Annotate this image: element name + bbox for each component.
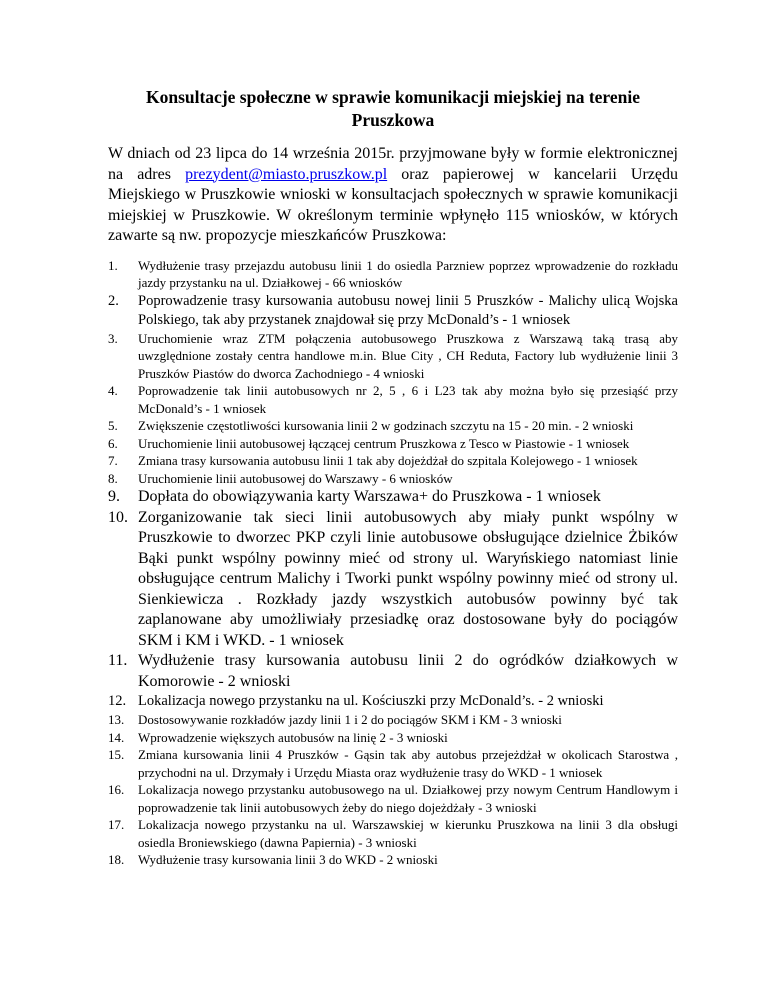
- item-text: Dopłata do obowiązywania karty Warszawa+ do Pruszkowa - 1 wniosek: [138, 488, 601, 505]
- list-item: [108, 651, 678, 692]
- list-item: [108, 470, 678, 488]
- list-item: [108, 746, 678, 781]
- item-number: 6.: [108, 435, 118, 451]
- item-text: Lokalizacja nowego przystanku na ul. Warszawskiej w kierunku Pruszkowa na linii 3 dla obsługi osiedla Broniewskiego (dawna Papiernia) - 3 wnioski: [138, 817, 678, 850]
- email-link[interactable]: prezydent@miasto.pruszkow.pl: [185, 165, 388, 183]
- proposals-list: [108, 257, 678, 869]
- list-item: [108, 435, 678, 453]
- list-item: [108, 487, 678, 508]
- item-number: 8.: [108, 470, 118, 486]
- document-title: Konsultacje społeczne w sprawie komunikacji miejskiej na terenie Pruszkowa: [145, 87, 640, 130]
- item-number: 14.: [108, 729, 125, 745]
- item-text: Poprowadzenie trasy kursowania autobusu nowej linii 5 Pruszków - Malichy ulicą Wojska Polskiego, tak aby przystanek znajdował się przy McDonald’s - 1 wniosek: [138, 292, 678, 328]
- item-text: Lokalizacja nowego przystanku autobusowego na ul. Działkowej przy nowym Centrum Handlowym i poprowadzenie tak linii autobusowych żeby do niego dojeżdżały - 3 wnioski: [138, 782, 678, 815]
- item-number: 10.: [108, 508, 128, 526]
- item-text: Wydłużenie trasy kursowania autobusu linii 2 do ogródków działkowych w Komorowie - 2 wnioski: [138, 652, 678, 690]
- item-number: 16.: [108, 782, 125, 797]
- list-item: [108, 417, 678, 435]
- list-item: [108, 330, 678, 383]
- item-number: 18.: [108, 852, 125, 867]
- item-text: Uruchomienie linii autobusowej łączącej centrum Pruszkowa z Tesco w Piastowie - 1 wniosek: [138, 435, 630, 451]
- list-item: [108, 816, 678, 851]
- item-number: 7.: [108, 453, 118, 468]
- item-number: 15.: [108, 747, 125, 762]
- item-number: 12.: [108, 693, 127, 709]
- list-item: [108, 508, 678, 652]
- item-text: Poprowadzenie tak linii autobusowych nr 2, 5 , 6 i L23 tak aby można było się przesiąść przy McDonald’s - 1 wniosek: [138, 383, 678, 416]
- item-text: Wydłużenie trasy kursowania linii 3 do WKD - 2 wnioski: [138, 852, 438, 867]
- item-text: Zwiększenie częstotliwości kursowania linii 2 w godzinach szczytu na 15 - 20 min. - 2 wnioski: [138, 418, 634, 433]
- intro-text-end: oraz papierowej w kancelarii Urzędu Miejskiego w Pruszkowie wnioski w konsultacjach społecznych w sprawie komunikacji miejskiej w Pruszkowie. W określonym terminie wpłynęło 115 wniosków, w których zawarte są nw. propozycje mieszkańców Pruszkowa:: [108, 165, 679, 244]
- item-text: Zmiana trasy kursowania autobusu linii 1 tak aby dojeżdżał do szpitala Kolejowego - 1 wniosek: [138, 453, 638, 468]
- list-item: [108, 729, 678, 747]
- item-text: Lokalizacja nowego przystanku na ul. Kościuszki przy McDonald’s. - 2 wnioski: [138, 693, 604, 709]
- item-text: Wydłużenie trasy przejazdu autobusu linii 1 do osiedla Parzniew poprzez wprowadzenie do rozkładu jazdy przystanku na ul. Działkowej - 66 wniosków: [138, 257, 678, 290]
- list-item: [108, 692, 678, 711]
- item-number: 5.: [108, 418, 118, 433]
- intro-text-start: W dniach od 23 lipca do 14 września 2015r. przyjmowane były w formie elektronicznej na adres: [108, 145, 678, 183]
- item-number: 9.: [108, 488, 120, 505]
- list-item: [108, 851, 678, 869]
- item-number: 3.: [108, 330, 118, 346]
- item-number: 13.: [108, 712, 125, 727]
- intro-paragraph: [108, 144, 678, 247]
- item-text: Zmiana kursowania linii 4 Pruszków - Gąsin tak aby autobus przejeżdżał w okolicach Starostwa , przychodni na ul. Drzymały i Urzędu Miasta oraz wydłużenie trasy do WKD - 1 wniosek: [138, 747, 678, 780]
- list-item: [108, 711, 678, 729]
- item-number: 4.: [108, 383, 118, 398]
- item-text: Uruchomienie wraz ZTM połączenia autobusowego Pruszkowa z Warszawą taką trasą aby uwzględnione zostały centra handlowe m.in. Blue City , CH Reduta, Factory lub wydłużenie linii 3 Pruszków Piastów do dworca Zachodniego - 4 wnioski: [138, 330, 678, 381]
- item-number: 11.: [108, 652, 128, 669]
- item-text: Dostosowywanie rozkładów jazdy linii 1 i 2 do pociągów SKM i KM - 3 wnioski: [138, 712, 562, 727]
- item-number: 1.: [108, 257, 118, 273]
- item-text: Zorganizowanie tak sieci linii autobusowych aby miały punkt wspólny w Pruszkowie to dworzec PKP czyli linie autobusowe obsługujące dzielnice Żbików Bąki punkt wspólny powinny mieć od strony ul. Waryńskiego natomiast linie obsługujące centrum Malichy i Tworki punkt wspólny powinny mieć od strony ul. Sienkiewicza . Rozkłady jazdy wszystkich autobusów powinny być tak zaplanowane aby umożliwiały przesiadkę oraz dostosowane były do pociągów SKM i KM i WKD. - 1 wniosek: [138, 508, 678, 649]
- item-number: 17.: [108, 817, 125, 832]
- list-item: [108, 781, 678, 816]
- list-item: [108, 292, 678, 330]
- item-text: Uruchomienie linii autobusowej do Warszawy - 6 wniosków: [138, 470, 453, 486]
- list-item: [108, 452, 678, 470]
- list-item: [108, 257, 678, 292]
- list-item: [108, 382, 678, 417]
- item-number: 2.: [108, 292, 119, 309]
- item-text: Wprowadzenie większych autobusów na linię 2 - 3 wnioski: [138, 729, 448, 745]
